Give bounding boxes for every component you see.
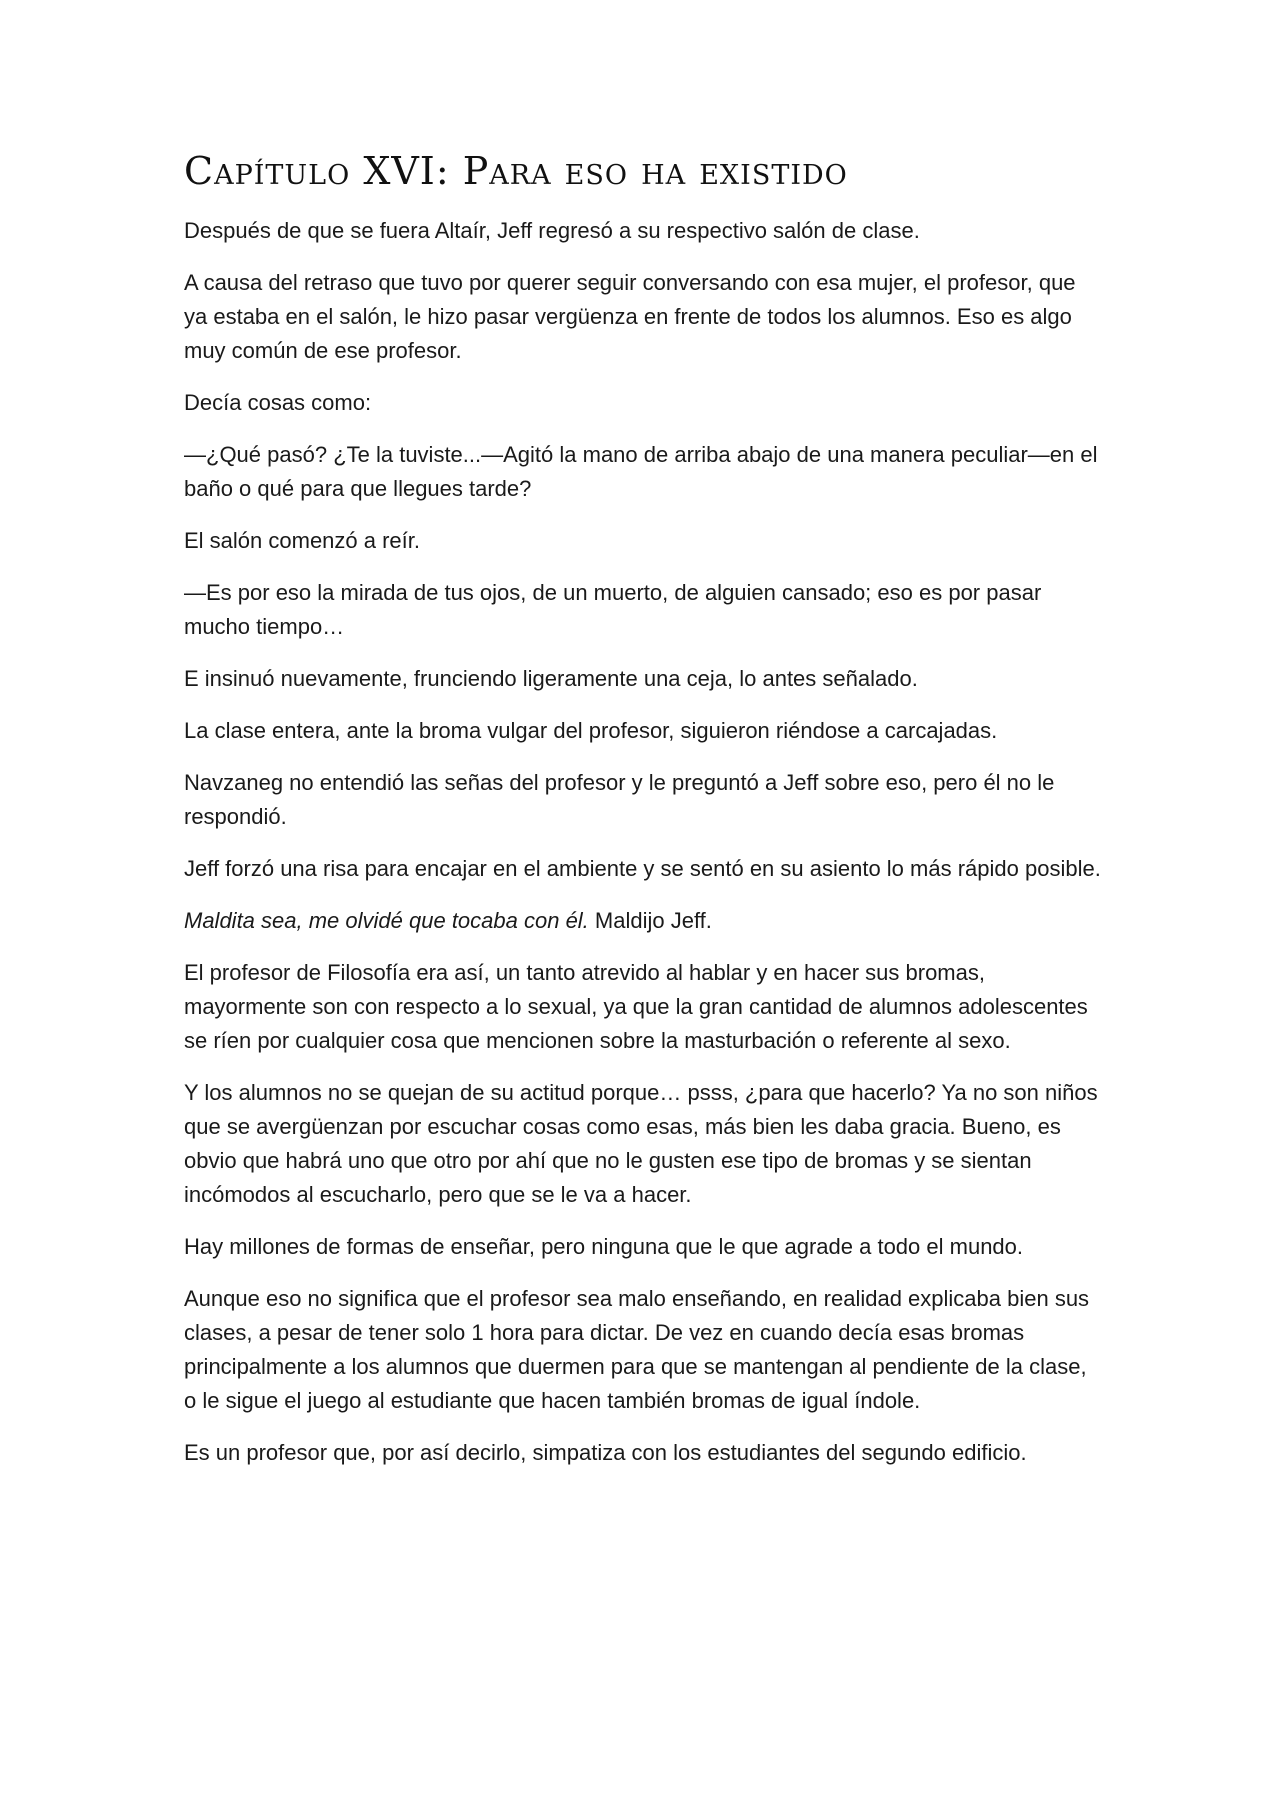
thought-italic-text: Maldita sea, me olvidé que tocaba con él. bbox=[184, 907, 589, 933]
paragraph: El profesor de Filosofía era así, un tanto atrevido al hablar y en hacer sus bromas, mayormente son con respecto a lo sexual, ya que la gran cantidad de alumnos adolescentes se ríen por cualquier cosa que mencionen sobre la masturbación o referente al sexo. bbox=[184, 959, 1088, 1053]
paragraph: Jeff forzó una risa para encajar en el ambiente y se sentó en su asiento lo más rápido posible. bbox=[184, 855, 1101, 881]
paragraph: E insinuó nuevamente, frunciendo ligeramente una ceja, lo antes señalado. bbox=[184, 665, 918, 691]
paragraph: A causa del retraso que tuvo por querer seguir conversando con esa mujer, el profesor, que ya estaba en el salón, le hizo pasar vergüenza en frente de todos los alumnos. Eso es algo muy común de ese profesor. bbox=[184, 269, 1076, 363]
paragraph: La clase entera, ante la broma vulgar del profesor, siguieron riéndose a carcajadas. bbox=[184, 717, 998, 743]
paragraph: El salón comenzó a reír. bbox=[184, 527, 421, 553]
chapter-title: Capítulo XVI: Para eso ha existido bbox=[184, 149, 848, 193]
paragraph: Aunque eso no significa que el profesor sea malo enseñando, en realidad explicaba bien sus clases, a pesar de tener solo 1 hora para dictar. De vez en cuando decía esas bromas principalmente a los alumnos que duermen para que se mantengan al pendiente de la clase, o le sigue el juego al estudiante que hacen también bromas de igual índole. bbox=[184, 1285, 1090, 1413]
thought-normal-text: Maldijo Jeff. bbox=[588, 907, 712, 933]
thought-paragraph bbox=[184, 904, 1104, 938]
paragraph: Hay millones de formas de enseñar, pero ninguna que le que agrade a todo el mundo. bbox=[184, 1233, 1024, 1259]
paragraph: Después de que se fuera Altaír, Jeff regresó a su respectivo salón de clase. bbox=[184, 217, 920, 243]
paragraph: Navzaneg no entendió las señas del profesor y le preguntó a Jeff sobre eso, pero él no le respondió. bbox=[184, 769, 1055, 829]
paragraph: Es un profesor que, por así decirlo, simpatiza con los estudiantes del segundo edificio. bbox=[184, 1439, 1027, 1465]
dialogue-paragraph: —Es por eso la mirada de tus ojos, de un muerto, de alguien cansado; eso es por pasar mucho tiempo… bbox=[184, 579, 1042, 639]
paragraph: Y los alumnos no se quejan de su actitud porque… psss, ¿para que hacerlo? Ya no son niños que se avergüenzan por escuchar cosas como esas, más bien les daba gracia. Bueno, es obvio que habrá uno que otro por ahí que no le gusten ese tipo de bromas y se sientan incómodos al escucharlo, pero que se le va a hacer. bbox=[184, 1079, 1098, 1207]
paragraph: Decía cosas como: bbox=[184, 389, 372, 415]
document-body bbox=[184, 150, 1104, 1488]
dialogue-paragraph: —¿Qué pasó? ¿Te la tuviste...—Agitó la mano de arriba abajo de una manera peculiar—en el baño o qué para que llegues tarde? bbox=[184, 441, 1098, 501]
